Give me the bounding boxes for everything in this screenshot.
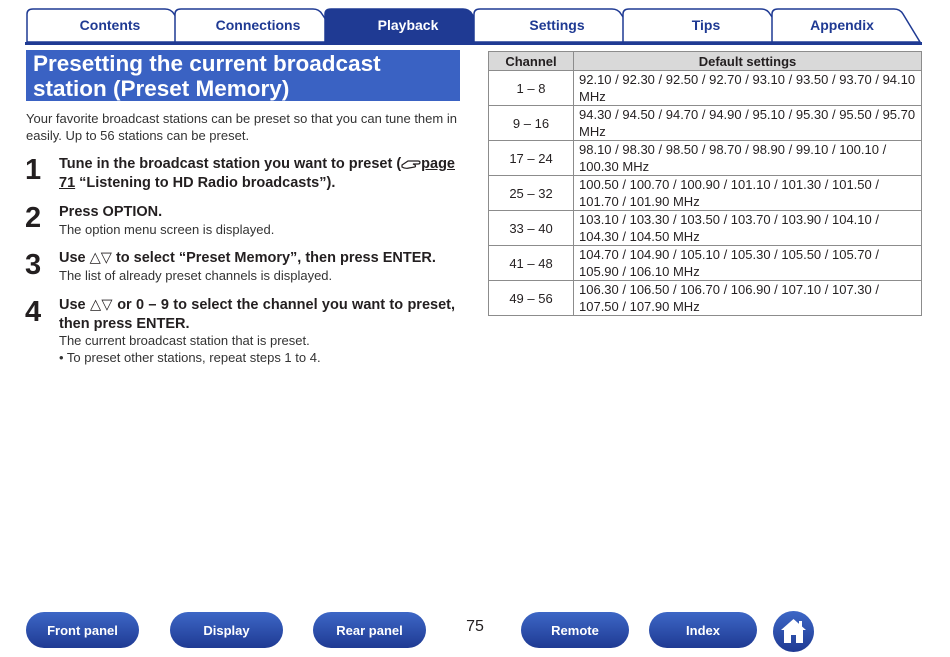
step-number: 1 bbox=[25, 154, 42, 186]
display-button[interactable]: Display bbox=[170, 612, 283, 648]
settings-cell: 103.10 / 103.30 / 103.50 / 103.70 / 103.90 / 104.10 / 104.30 / 104.50 MHz bbox=[574, 211, 922, 246]
index-button[interactable]: Index bbox=[649, 612, 757, 648]
settings-cell: 92.10 / 92.30 / 92.50 / 92.70 / 93.10 / 93.50 / 93.70 / 94.10 MHz bbox=[574, 71, 922, 106]
tab-label: Playback bbox=[377, 17, 439, 33]
tab-appendix[interactable] bbox=[770, 8, 922, 42]
table-row bbox=[489, 281, 922, 316]
step-heading-text: “Listening to HD Radio broadcasts”). bbox=[75, 175, 336, 191]
channel-cell: 17 – 24 bbox=[489, 141, 574, 176]
step-heading-text: Tune in the broadcast station you want to preset ( bbox=[59, 156, 402, 172]
settings-cell: 98.10 / 98.30 / 98.50 / 98.70 / 98.90 / 99.10 / 100.10 / 100.30 MHz bbox=[574, 141, 922, 176]
remote-button[interactable]: Remote bbox=[521, 612, 629, 648]
column-header-channel: Channel bbox=[489, 52, 574, 71]
page-title: Presetting the current broadcast station (Preset Memory) bbox=[33, 51, 381, 101]
table-row bbox=[489, 211, 922, 246]
table-row bbox=[489, 141, 922, 176]
channel-cell: 9 – 16 bbox=[489, 106, 574, 141]
step-body: The option menu screen is displayed. bbox=[59, 222, 275, 237]
intro-text: Your favorite broadcast stations can be preset so that you can tune them in easily. Up to 56 stations can be preset. bbox=[26, 111, 457, 143]
tab-label: Connections bbox=[215, 17, 301, 33]
step-body: The list of already preset channels is displayed. bbox=[59, 268, 333, 283]
tab-playback[interactable] bbox=[323, 8, 493, 42]
step-heading bbox=[59, 155, 455, 193]
table-row bbox=[489, 71, 922, 106]
tab-contents[interactable] bbox=[25, 8, 195, 42]
settings-cell: 94.30 / 94.50 / 94.70 / 94.90 / 95.10 / 95.30 / 95.50 / 95.70 MHz bbox=[574, 106, 922, 141]
section-title-box bbox=[26, 50, 460, 101]
step-bullet: • To preset other stations, repeat steps 1 to 4. bbox=[59, 350, 321, 365]
channel-cell: 41 – 48 bbox=[489, 246, 574, 281]
step-heading: Use △▽ or 0 – 9 to select the channel you want to preset, then press ENTER. bbox=[59, 297, 455, 332]
table-row bbox=[489, 246, 922, 281]
home-button[interactable] bbox=[773, 611, 814, 652]
step-number: 2 bbox=[25, 202, 42, 234]
tab-label: Contents bbox=[79, 17, 141, 33]
step-number: 3 bbox=[25, 249, 42, 281]
channel-cell: 25 – 32 bbox=[489, 176, 574, 211]
step-heading: Use △▽ to select “Preset Memory”, then press ENTER. bbox=[59, 250, 436, 266]
tab-connections[interactable] bbox=[173, 8, 343, 42]
column-header-default-settings: Default settings bbox=[574, 52, 922, 71]
tab-underline bbox=[25, 42, 922, 45]
preset-table bbox=[488, 51, 922, 316]
table-row bbox=[489, 106, 922, 141]
channel-cell: 1 – 8 bbox=[489, 71, 574, 106]
tab-label: Appendix bbox=[810, 17, 874, 33]
tab-label: Tips bbox=[691, 17, 721, 33]
tab-tips[interactable] bbox=[621, 8, 791, 42]
table-row bbox=[489, 176, 922, 211]
step-number: 4 bbox=[25, 296, 42, 328]
step-heading: Press OPTION. bbox=[59, 204, 163, 220]
tab-bar bbox=[25, 8, 922, 44]
settings-cell: 100.50 / 100.70 / 100.90 / 101.10 / 101.30 / 101.50 / 101.70 / 101.90 MHz bbox=[574, 176, 922, 211]
settings-cell: 104.70 / 104.90 / 105.10 / 105.30 / 105.50 / 105.70 / 105.90 / 106.10 MHz bbox=[574, 246, 922, 281]
pointing-hand-icon bbox=[401, 156, 421, 170]
tab-settings[interactable] bbox=[472, 8, 642, 42]
front-panel-button[interactable]: Front panel bbox=[26, 612, 139, 648]
rear-panel-button[interactable]: Rear panel bbox=[313, 612, 426, 648]
home-icon bbox=[780, 617, 807, 645]
channel-cell: 49 – 56 bbox=[489, 281, 574, 316]
page-71-link[interactable]: page 71 bbox=[59, 156, 455, 191]
table-header-row bbox=[489, 52, 922, 71]
page-number: 75 bbox=[466, 618, 484, 635]
channel-cell: 33 – 40 bbox=[489, 211, 574, 246]
settings-cell: 106.30 / 106.50 / 106.70 / 106.90 / 107.10 / 107.30 / 107.50 / 107.90 MHz bbox=[574, 281, 922, 316]
tab-label: Settings bbox=[529, 17, 585, 33]
step-body: The current broadcast station that is preset. bbox=[59, 333, 310, 348]
